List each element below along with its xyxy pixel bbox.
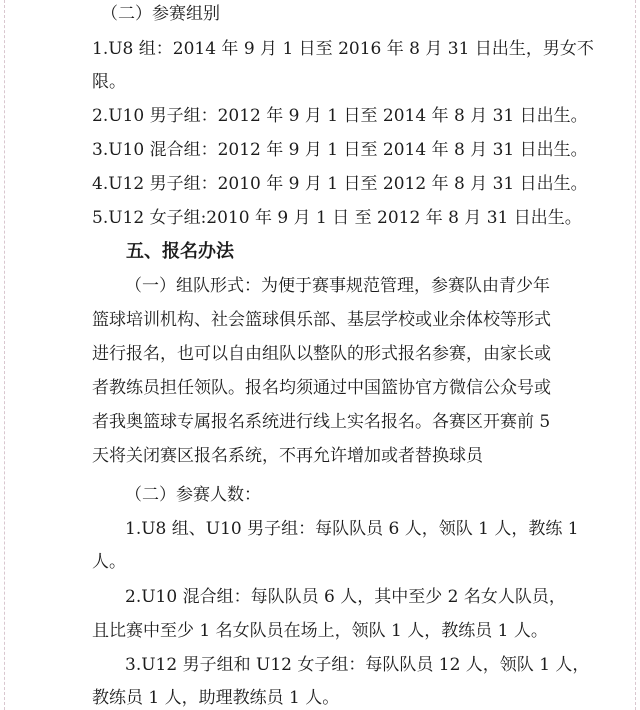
participants-title: （二）参赛人数： xyxy=(125,485,261,505)
registration-paragraph-line: 篮球培训机构、社会篮球俱乐部、基层学校或业余体校等形式 xyxy=(92,310,551,330)
registration-paragraph-line: （一）组队形式：为便于赛事规范管理，参赛队由青少年 xyxy=(125,276,550,296)
count-line-1a: 1.U8 组、U10 男子组：每队队员 6 人，领队 1 人，教练 1 xyxy=(125,519,579,539)
registration-paragraph-line: 进行报名，也可以自由组队以整队的形式报名参赛，由家长或 xyxy=(92,344,551,364)
count-line-3b: 教练员 1 人，助理教练员 1 人。 xyxy=(92,688,340,708)
group-line-3: 3.U10 混合组：2012 年 9 月 1 日至 2014 年 8 月 31 日出生。 xyxy=(92,140,588,160)
count-line-3a: 3.U12 男子组和 U12 女子组：每队队员 12 人，领队 1 人， xyxy=(125,655,590,675)
group-line-5: 5.U12 女子组:2010 年 9 月 1 日 至 2012 年 8 月 31 日出生。 xyxy=(92,208,582,228)
group-line-4: 4.U12 男子组：2010 年 9 月 1 日至 2012 年 8 月 31 日出生。 xyxy=(92,174,588,194)
group-line-2: 2.U10 男子组：2012 年 9 月 1 日至 2014 年 8 月 31 日出生。 xyxy=(92,106,588,126)
registration-paragraph-line: 天将关闭赛区报名系统，不再允许增加或者替换球员 xyxy=(92,446,483,466)
page-edge-left xyxy=(4,0,5,710)
count-line-2b: 且比赛中至少 1 名女队员在场上，领队 1 人，教练员 1 人。 xyxy=(92,621,548,641)
section-five-heading: 五、报名办法 xyxy=(126,241,234,262)
count-line-1b: 人。 xyxy=(92,552,126,572)
count-line-2a: 2.U10 混合组：每队队员 6 人，其中至少 2 名女人队员， xyxy=(125,587,566,607)
section-two-title: （二）参赛组别 xyxy=(101,4,220,24)
group-line-1a: 1.U8 组：2014 年 9 月 1 日至 2016 年 8 月 31 日出生，男女不 xyxy=(92,39,594,59)
page-edge-right xyxy=(635,0,636,710)
registration-paragraph-line: 者我奥篮球专属报名系统进行线上实名报名。各赛区开赛前 5 xyxy=(92,412,551,432)
group-line-1b: 限。 xyxy=(92,72,126,92)
registration-paragraph-line: 者教练员担任领队。报名均须通过中国篮协官方微信公众号或 xyxy=(92,378,551,398)
